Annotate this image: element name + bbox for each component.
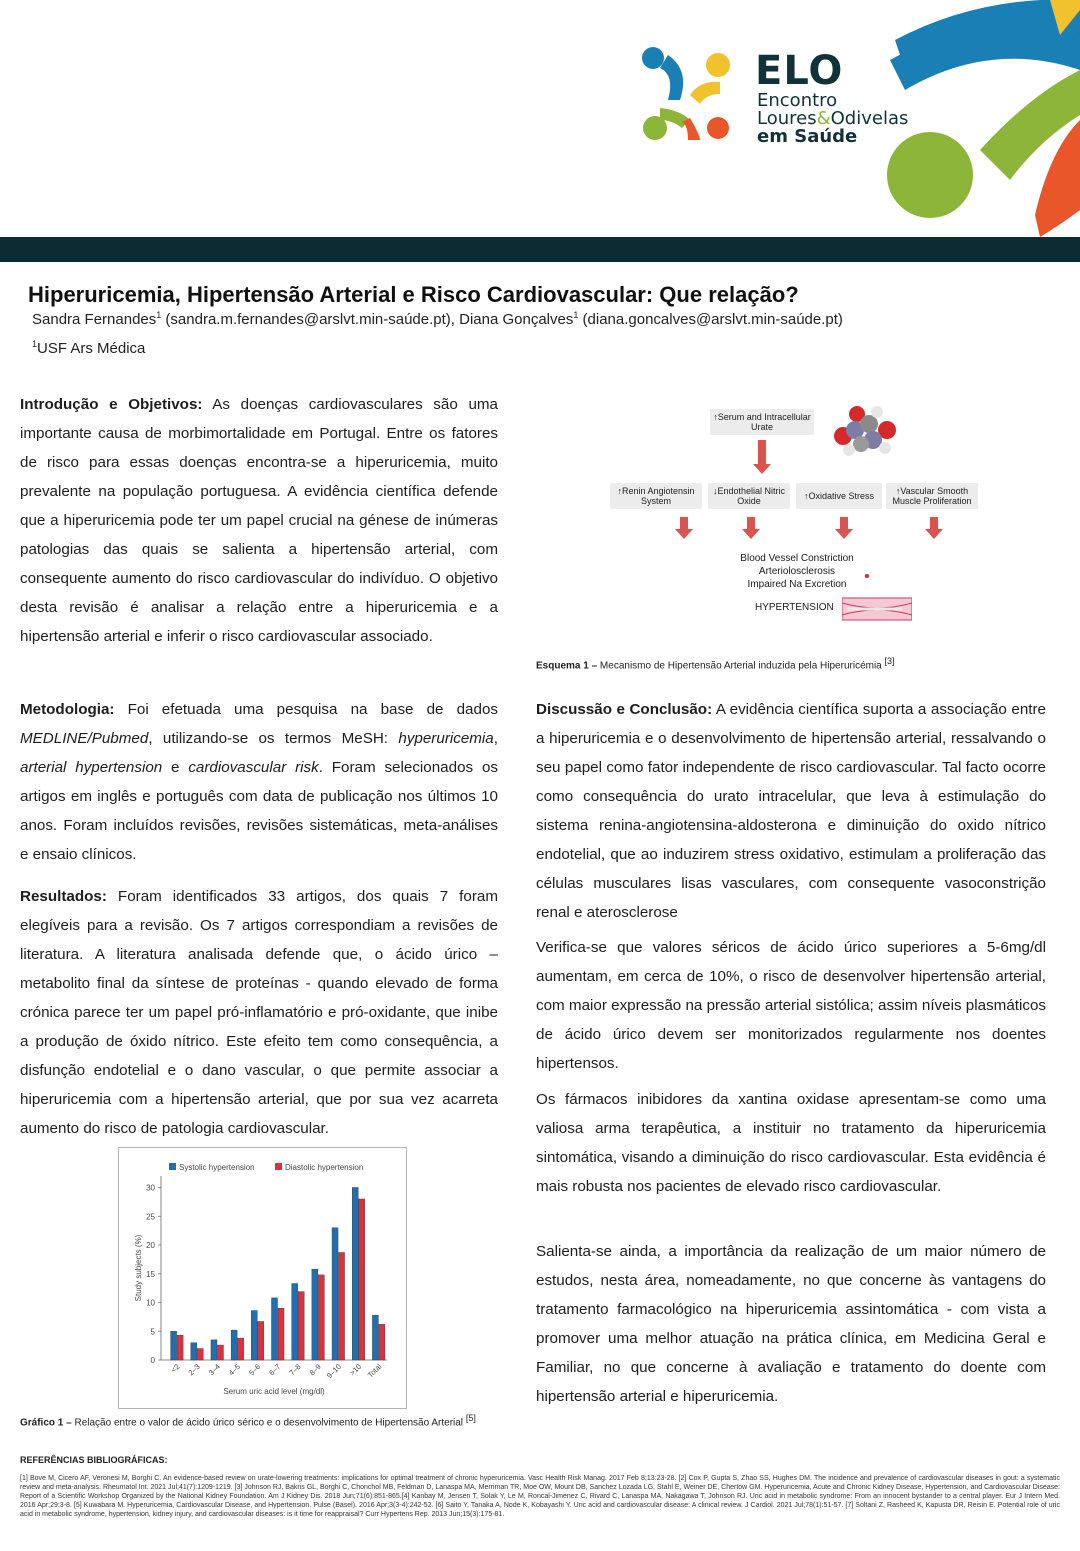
logo-brand: ELO [755,48,844,94]
discussion-p3: Os fármacos inibidores da xantina oxidase apresentam-se como uma valiosa arma terapêutica, a instituir no tratamento da hiperuricemia sintomática, visando a diminuição do risco cardiovascular. Esta evidência é mais robusta nos pacientes de elevado risco cardiovascular. [536,1091,1046,1195]
decorative-arcs [0,0,1080,237]
scheme-diagram [600,395,980,635]
methods-term-1: hyperuricemia [398,730,494,747]
bar-systolic [332,1228,338,1360]
bar-systolic [251,1311,257,1360]
chart-caption [20,1413,476,1428]
scheme-caption [536,656,895,671]
methods-section [20,695,498,869]
methods-term-2: arterial hypertension [20,759,163,776]
author-2: Diana Gonçalves [459,311,574,328]
methods-text-4: e [162,759,189,776]
author-2-sup: 1 [573,310,579,320]
discussion-p1: A evidência científica suporta a associação entre a hiperuricemia e o desenvolvimento de hipertensão arterial, ressalvando o seu papel como fator independente de risco cardiovascular. Tal facto ocorre como consequência do urato intracelular, que leva à estimulação do sistema renina-angiotensina-aldosterona e diminuição do oxido nítrico endotelial, que ao induzirem stress oxidativo, estimulam a proliferação das células musculares lisas vasculares, com consequente vasoconstrição renal e aterosclerose [536,701,1046,921]
bar-diastolic [318,1275,324,1360]
methods-text-2: , utilizando-se os termos MeSH: [148,730,399,747]
x-tick-label: 2–3 [186,1362,202,1378]
y-tick-label: 0 [150,1356,155,1365]
methods-db: MEDLINE/Pubmed [20,730,149,747]
x-tick-label: 6–7 [267,1362,283,1378]
scheme-caption-label: Esquema 1 – [536,660,598,672]
y-tick-label: 30 [146,1183,155,1193]
header-bar [0,237,1080,262]
bar-diastolic [197,1349,203,1361]
bar-diastolic [339,1252,345,1360]
logo-amp: & [816,108,831,129]
x-tick-label: 5–6 [247,1362,263,1378]
author-1-email: (sandra.m.fernandes@arslvt.min-saúde.pt), [161,311,460,328]
uric-acid-bar-chart [119,1148,406,1408]
y-tick-label: 20 [146,1241,155,1250]
bar-diastolic [177,1335,183,1360]
methods-term-3: cardiovascular risk [188,759,319,776]
chart-caption-label: Gráfico 1 – [20,1417,72,1429]
intro-section [20,390,498,651]
authors-line [32,310,843,328]
logo-line3: em Saúde [757,126,858,147]
discussion-heading: Discussão e Conclusão: [536,701,713,718]
scheme-outcome-3: Impaired Na Excretion [747,579,847,590]
bar-diastolic [278,1308,284,1360]
scheme-outcome-2: Arteriolosclerosis [758,566,836,577]
scheme-outcome-1: Blood Vessel Constriction [740,553,854,564]
urate-molecule-icon [825,400,900,460]
bar-diastolic [359,1199,365,1360]
x-tick-label: <2 [169,1362,182,1375]
bar-diastolic [238,1338,244,1360]
legend-swatch [169,1163,176,1170]
bar-systolic [191,1343,197,1360]
x-tick-label: 9–10 [324,1362,343,1381]
y-tick-label: 10 [146,1298,155,1308]
scheme-final: HYPERTENSION [755,602,834,613]
x-tick-label: 7–8 [287,1362,303,1378]
affiliation-sup: 1 [32,339,38,349]
scheme-box-4: ↑Vascular Smooth Muscle Proliferation [886,483,978,509]
y-tick-label: 25 [146,1212,155,1222]
legend-swatch [275,1163,282,1170]
author-1-sup: 1 [156,310,162,320]
bar-diastolic [298,1292,304,1360]
x-tick-label: 3–4 [206,1362,222,1378]
legend-label: Systolic hypertension [179,1163,255,1172]
results-text: Foram identificados 33 artigos, dos quais 7 foram elegíveis para a revisão. Os 7 artigos correspondiam a revisões de literatura. A literatura analisada defende que, o ácido úrico – metabolito final da síntese de proteínas - quando elevado de forma crónica parece ter um papel pró-inflamatório e pró-oxidante, que inibe a produção de óxido nítrico. Este efeito tem como consequência, a disfunção endotelial e o dano vascular, o que permite associar a hiperuricemia com a hipertensão arterial, que por sua vez acarreta aumento do risco de patologia cardiovascular. [20,888,498,1137]
methods-text-3: , [493,730,498,747]
scheme-top-box: ↑Serum and Intracellular Urate [710,409,814,435]
logo-line2a: Loures [757,108,817,129]
methods-heading: Metodologia: [20,701,115,718]
x-tick-label: Total [365,1362,384,1380]
bar-systolic [231,1330,237,1360]
discussion-section [536,695,1046,927]
y-axis-label: Study subjects (%) [134,1234,143,1302]
bar-diastolic [217,1345,223,1360]
methods-text-1: Foi efetuada uma pesquisa na base de dados [114,701,498,718]
bar-systolic [312,1269,318,1360]
scheme-box-3: ↑Oxidative Stress [796,483,882,509]
scheme-box-2: ↓Endothelial Nitric Oxide [708,483,790,509]
bar-systolic [211,1340,217,1360]
scheme-caption-text: Mecanismo de Hipertensão Arterial induzida pela Hiperuricémia [597,660,885,672]
bar-systolic [352,1188,358,1361]
author-1: Sandra Fernandes [32,311,157,328]
x-tick-label: >10 [347,1362,364,1378]
intro-heading: Introdução e Objetivos: [20,396,203,413]
results-heading: Resultados: [20,888,107,905]
chart-frame [118,1147,407,1409]
y-tick-label: 5 [150,1327,155,1337]
poster-title: Hiperuricemia, Hipertensão Arterial e Risco Cardiovascular: Que relação? [28,282,799,307]
bar-diastolic [258,1321,264,1360]
discussion-p4: Salienta-se ainda, a importância da realização de um maior número de estudos, nesta área, nomeadamente, no que concerne às vantagens do tratamento farmacológico na hiperuricemia assintomática - com vista a promover uma melhor atuação na prática clínica, em Medicina Geral e Familiar, no que concerne à avaliação e tratamento do doente com hipertensão arterial e hiperuricemia. [536,1243,1046,1405]
x-tick-label: 4–5 [226,1362,243,1378]
intro-text: As doenças cardiovasculares são uma importante causa de morbimortalidade em Portugal. Entre os fatores de risco para essas doenças encontra-se a hiperuricemia, muito prevalente na população portuguesa. A evidência científica defende que a hiperuricemia pode ter um papel crucial na génese de inúmeras patologias das quais se salienta a hipertensão arterial, com consequente aumento do risco cardiovascular do indivíduo. O objetivo desta revisão é analisar a relação entre a hiperuricemia e a hipertensão arterial e inferir o risco cardiovascular associado. [20,396,498,645]
scheme-dot [865,574,869,578]
discussion-p2: Verifica-se que valores séricos de ácido úrico superiores a 5-6mg/dl aumentam, em cerca de 10%, o risco de desenvolver hipertensão arterial, com maior expressão na pressão arterial sistólica; assim níveis plasmáticos de ácido úrico devem ser monitorizados regularmente nos doentes hipertensos. [536,939,1046,1072]
blood-vessel-icon [842,595,912,623]
logo-line2b: Odivelas [830,108,909,129]
x-axis-label: Serum uric acid level (mg/dl) [223,1387,325,1396]
legend-label: Diastolic hypertension [285,1163,364,1172]
logo-line1: Encontro [757,90,838,111]
y-tick-label: 15 [146,1269,155,1279]
affiliation-text: USF Ars Médica [37,340,146,357]
bar-systolic [372,1315,378,1360]
chart-caption-ref: [5] [465,1413,476,1423]
scheme-caption-ref: [3] [884,656,895,666]
author-2-email: (diana.goncalves@arslvt.min-saúde.pt) [578,311,843,328]
x-tick-label: 8–9 [307,1362,323,1378]
bar-systolic [292,1284,298,1360]
scheme-box-1: ↑Renin Angiotensin System [610,483,702,509]
header-decoration [0,0,1080,237]
affiliation [32,339,145,357]
references-heading: REFERÊNCIAS BIBLIOGRÁFICAS: [20,1455,168,1465]
references-text: [1] Bove M, Cicero AF, Veronesi M, Borghi C. An evidence-based review on urate-lowering treatments: implications for optimal treatment of chronic hyperuricemia. Vasc Health Risk Manag. 2017 Feb 8;13:23-28. [2] Cox P, Gupta S, Zhao SS, Hughes DM. The incidence and prevalence of cardiovascular diseases in gout: a systematic review and meta-analysis. Rheumatol Int. 2021 Jul;41(7):1209-1219. [3] Johnson RJ, Bakris GL, Borghi C, Chonchol MB, Feldman D, Lanaspa MA, Merriman TR, Moe OW, Mount DB, Sanchez Lozada LG, Stahl E, Weiner DE, Chertow GM. Hyperuricemia, Acute and Chronic Kidney Disease, Hypertension, and Cardiovascular Disease: Report of a Scientific Workshop Organized by the National Kidney Foundation. Am J Kidney Dis. 2018 Jun;71(6):851-865.[4] Kanbay M, Jensen T, Solak Y, Le M, Roncal-Jimenez C, Rivard C, Lanaspa MA, Nakagawa T, Johnson RJ. Uric acid in metabolic syndrome: From an innocent bystander to a central player. Eur J Intern Med. 2016 Apr;29:3-8. [5] Kuwabara M. Hyperuricemia, Cardiovascular Disease, and Hypertension. Pulse (Basel). 2016 Apr;3(3-4):242-52. [6] Saito Y, Tanaka A, Node K, Kobayashi Y. Uric acid and cardiovascular disease: A clinical review. J Cardiol. 2021 Jul;78(1):51-57. [7] Soltani Z, Rasheed K, Kapusta DR, Reisin E. Potential role of uric acid in metabolic syndrome, hypertension, kidney injury, and cardiovascular diseases: is it time for reappraisal? Curr Hypertens Rep. 2013 Jun;15(3):175-81. [20,1475,1060,1518]
methods-text-5: . Foram selecionados os artigos em inglês e português com data de publicação nos últimos 10 anos. Foram incluídos revisões, revisões sistemáticas, meta-análises e ensaio clínicos. [20,759,498,863]
results-section [20,882,498,1143]
bar-diastolic [379,1324,385,1360]
bar-systolic [272,1298,278,1360]
bar-systolic [171,1331,177,1360]
chart-caption-text: Relação entre o valor de ácido úrico sérico e o desenvolvimento de Hipertensão Arterial [71,1417,466,1429]
